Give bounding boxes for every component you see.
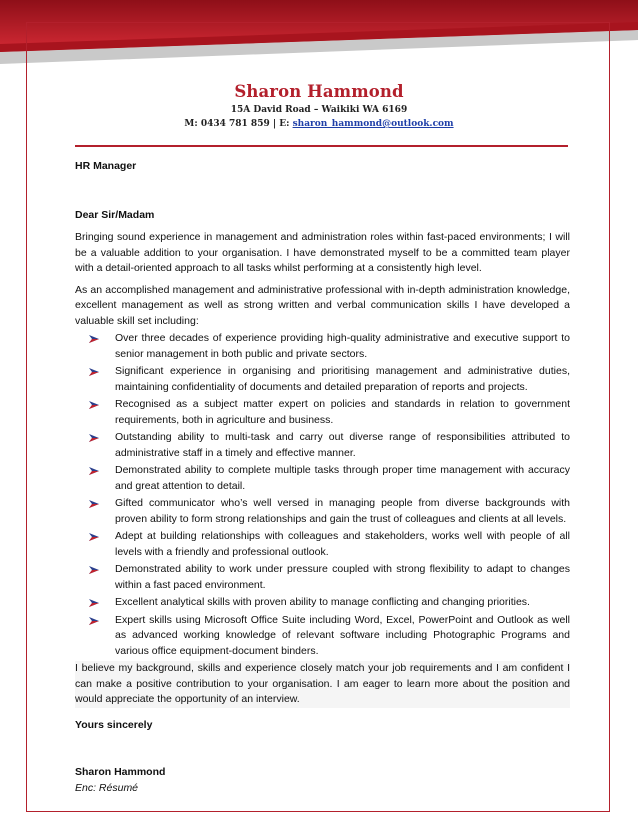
arrow-bullet-icon xyxy=(89,434,101,442)
sign-off: Yours sincerely xyxy=(75,718,153,731)
skill-item xyxy=(115,529,570,560)
intro-paragraph: Bringing sound experience in management and administration roles within fast-paced environments; I will be a valuable addition to your organisation. I have demonstrated myself to be a committed team player with a detail-oriented approach to all tasks whilst performing at a consistently high level. xyxy=(75,231,570,274)
header-divider xyxy=(75,145,568,147)
letter-body xyxy=(75,159,570,796)
skill-text: Over three decades of experience providing high-quality administrative and executive support to senior management in both public and private sectors. xyxy=(115,332,570,360)
arrow-bullet-icon xyxy=(89,467,101,475)
skill-text: Demonstrated ability to complete multiple tasks through proper time management with accuracy and great attention to detail. xyxy=(115,464,570,492)
skill-item xyxy=(115,562,570,593)
email-link[interactable]: sharon_hammond@outlook.com xyxy=(292,119,454,129)
arrow-bullet-icon xyxy=(89,533,101,541)
skill-text: Gifted communicator who’s well versed in managing people from diverse backgrounds with proven ability to form strong relationships and gain the trust of colleagues and clients at all levels. xyxy=(115,497,570,525)
enclosure-note: Enc: Résumé xyxy=(75,781,139,794)
sender-contact xyxy=(0,119,638,129)
arrow-bullet-icon xyxy=(89,599,101,607)
arrow-bullet-icon xyxy=(89,368,101,376)
skill-item xyxy=(115,397,570,428)
arrow-bullet-icon xyxy=(89,617,101,625)
skill-text: Recognised as a subject matter expert on policies and standards in relation to government requirements, both in agriculture and business. xyxy=(115,398,570,426)
letterhead xyxy=(0,82,638,129)
skill-text: Significant experience in organising and prioritising management and administrative duties, maintaining confidentiality of documents and detailed preparation of reports and projects. xyxy=(115,365,570,393)
skills-intro-paragraph: As an accomplished management and administrative professional with in-depth administration knowledge, excellent management as well as strong written and verbal communication skills I have developed a valuable skill set including: xyxy=(75,283,570,327)
skills-list xyxy=(75,331,570,659)
arrow-bullet-icon xyxy=(89,500,101,508)
skill-item xyxy=(115,463,570,494)
skill-text: Expert skills using Microsoft Office Suite including Word, Excel, PowerPoint and Outlook as well as advanced working knowledge of relevant software including Photographic Programs and various office equipment-document binders. xyxy=(115,613,570,657)
skill-item xyxy=(115,430,570,461)
signature-name: Sharon Hammond xyxy=(75,766,166,778)
skill-item xyxy=(115,364,570,395)
skill-item xyxy=(115,613,570,660)
arrow-bullet-icon xyxy=(89,401,101,409)
skill-text: Outstanding ability to multi-task and carry out diverse range of responsibilities attributed to administrative staff in a timely and effective manner. xyxy=(115,431,570,459)
skill-text: Demonstrated ability to work under pressure coupled with strong flexibility to adapt to changes within a fast paced environment. xyxy=(115,563,570,591)
arrow-bullet-icon xyxy=(89,335,101,343)
salutation: Dear Sir/Madam xyxy=(75,208,155,221)
sender-name: Sharon Hammond xyxy=(234,82,404,101)
skill-item xyxy=(115,331,570,362)
job-title: HR Manager xyxy=(75,160,137,172)
arrow-bullet-icon xyxy=(89,566,101,574)
skill-item xyxy=(115,496,570,527)
closing-paragraph: I believe my background, skills and experience closely match your job requirements and I am confident I can make a positive contribution to your organisation. I am eager to learn more about the position and would appreciate the opportunity of an interview. xyxy=(75,661,570,708)
contact-phone: M: 0434 781 859 | E: xyxy=(184,119,293,129)
skill-item xyxy=(115,595,570,611)
skill-text: Adept at building relationships with colleagues and stakeholders, works well with people of all levels with a friendly and professional outlook. xyxy=(115,530,570,558)
sender-address: 15A David Road – Waikiki WA 6169 xyxy=(230,105,408,115)
skill-text: Excellent analytical skills with proven ability to manage conflicting and changing priorities. xyxy=(115,596,530,608)
